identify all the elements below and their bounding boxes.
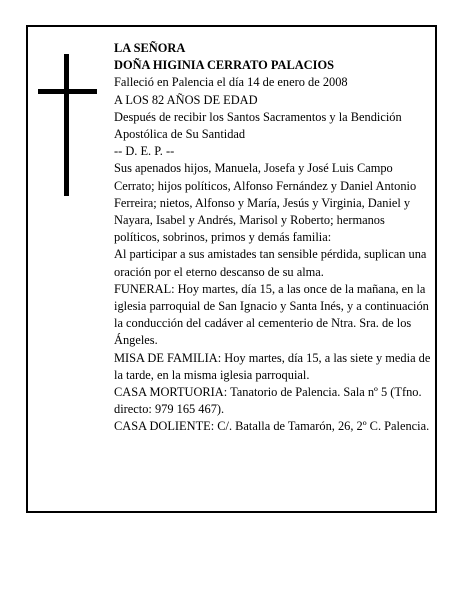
home-paragraph: CASA DOLIENTE: C/. Batalla de Tamarón, 26, 2º C. Palencia. xyxy=(114,419,430,434)
honorific: LA SEÑORA xyxy=(114,41,186,55)
funeral-paragraph: FUNERAL: Hoy martes, día 15, a las once de la mañana, en la iglesia parroquial de San Ignacio y Santa Inés, y a continuación la conducción del cadáver al cementerio de Ntra. Sra. de los Ángeles. xyxy=(114,281,429,348)
age-line: A LOS 82 AÑOS DE EDAD xyxy=(114,92,258,107)
cross-horizontal-bar xyxy=(38,89,97,94)
dep-line: -- D. E. P. -- xyxy=(114,144,175,159)
deceased-name: DOÑA HIGINIA CERRATO PALACIOS xyxy=(114,58,334,73)
family-paragraph: Sus apenados hijos, Manuela, Josefa y José Luis Campo Cerrato; hijos políticos, Alfonso Fernández y Daniel Antonio Ferreira; nietos, Alfonso y María, Jesús y Virginia, Daniel y Nayara, Isabel y Andrés, Marisol y Roberto; hermanos políticos, sobrinos, primos y demás familia: xyxy=(114,161,417,245)
family-mass-paragraph: MISA DE FAMILIA: Hoy martes, día 15, a las siete y media de la tarde, en la misma iglesia parroquial. xyxy=(114,350,431,382)
cross-vertical-bar xyxy=(64,54,69,196)
obituary-text xyxy=(114,40,432,436)
death-notice: Falleció en Palencia el día 14 de enero de 2008 xyxy=(114,75,348,90)
request-paragraph: Al participar a sus amistades tan sensible pérdida, suplican una oración por el eterno descanso de su alma. xyxy=(114,247,427,279)
mortuary-paragraph: CASA MORTUORIA: Tanatorio de Palencia. Sala nº 5 (Tfno. directo: 979 165 467). xyxy=(114,385,422,417)
sacraments-line: Después de recibir los Santos Sacramentos y la Bendición Apostólica de Su Santidad xyxy=(114,109,402,142)
